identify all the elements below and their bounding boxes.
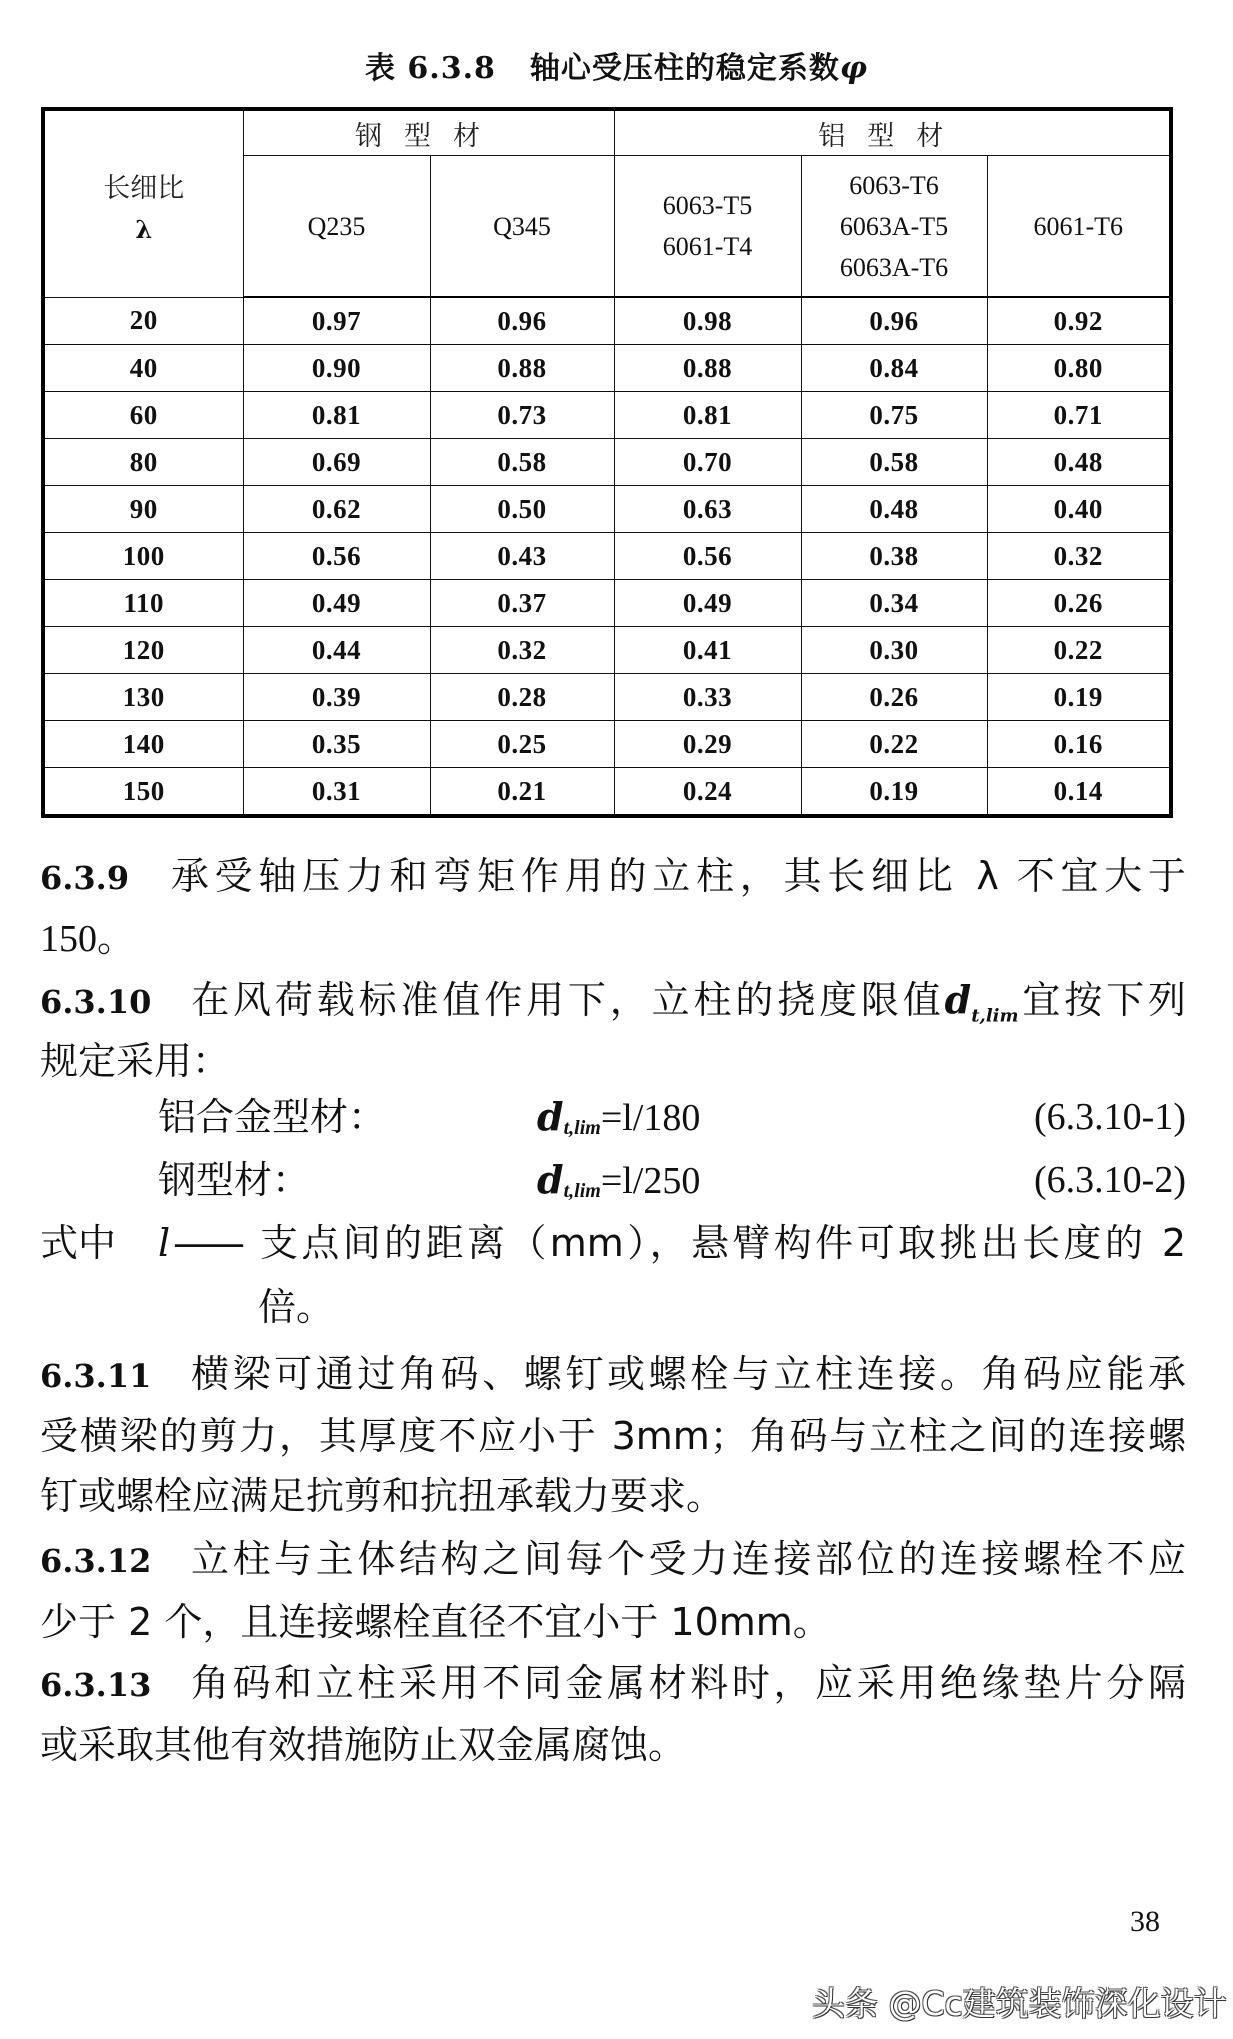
table-row [43,580,1171,627]
table-row [43,721,1171,768]
slenderness-value: 100 [43,533,243,580]
coefficient-value: 0.58 [801,439,987,486]
coefficient-value: 0.32 [987,533,1171,580]
coefficient-value: 0.92 [987,297,1171,345]
table-body [43,297,1171,816]
coefficient-value: 0.49 [614,580,801,627]
clause-number: 6.3.10 [40,983,152,1021]
table-row [43,768,1171,817]
coefficient-value: 0.19 [801,768,987,817]
formula-steel [40,1149,1186,1211]
watermark: 头条 @Cc建筑装饰深化设计 [812,1984,1227,2023]
length-symbol: l [158,1221,171,1265]
coefficient-value: 0.28 [430,674,614,721]
formula-label: 铝合金型材： [158,1095,387,1139]
table-title-text: 轴心受压柱的稳定系数 [529,51,840,86]
clause-text: 钉或螺栓应满足抗剪和抗扭承载力要求。 [40,1474,725,1518]
header-group-aluminum: 铝型材 [614,109,1171,156]
formula-number: (6.3.10-1) [1034,1096,1186,1138]
coefficient-value: 0.88 [430,345,614,392]
where-text: 支点间的距离（mm），悬臂构件可取挑出长度的 2 [260,1221,1186,1265]
clause-6-3-11-line-2 [40,1405,1186,1467]
slenderness-value: 20 [43,297,243,345]
slenderness-value: 80 [43,439,243,486]
clause-number: 6.3.11 [40,1357,152,1395]
clause-number: 6.3.9 [40,859,130,897]
stability-coefficient-table [41,107,1173,818]
coefficient-value: 0.62 [243,486,430,533]
clause-text: 规定采用： [40,1039,231,1083]
coefficient-value: 0.80 [987,345,1171,392]
clause-text: 或采取其他有效措施防止双金属腐蚀。 [40,1723,687,1767]
table-title [0,48,1233,90]
coefficient-value: 0.81 [614,392,801,439]
coefficient-value: 0.35 [243,721,430,768]
clause-6-3-9-line-1 [40,845,1186,907]
coefficient-value: 0.31 [243,768,430,817]
coefficient-value: 0.44 [243,627,430,674]
coefficient-value: 0.73 [430,392,614,439]
clause-text: 150。 [40,918,136,960]
clause-6-3-13-line-1 [40,1652,1186,1714]
clause-text: 少于 2 个，且连接螺栓直径不宜小于 10mm。 [40,1600,831,1644]
coefficient-value: 0.24 [614,768,801,817]
clause-6-3-11-line-3 [40,1465,1186,1527]
clause-number: 6.3.13 [40,1666,152,1704]
clause-text: 宜按下列 [1018,978,1186,1022]
table-row [43,627,1171,674]
slenderness-value: 110 [43,580,243,627]
slenderness-value: 120 [43,627,243,674]
coefficient-value: 0.30 [801,627,987,674]
formula-number: (6.3.10-2) [1034,1159,1186,1201]
header-group-steel: 钢型材 [243,109,614,156]
coefficient-value: 0.96 [801,297,987,345]
table-row [43,439,1171,486]
formula-expression: $d_{t,lim}=l/250$ [537,1157,701,1202]
formula-aluminum [40,1086,1186,1148]
clause-text: 受横梁的剪力，其厚度不应小于 3mm；角码与立柱之间的连接螺 [40,1414,1186,1458]
coefficient-value: 0.26 [987,580,1171,627]
where-text: 倍。 [258,1285,335,1329]
coefficient-value: 0.41 [614,627,801,674]
formula-label: 钢型材： [158,1158,311,1202]
deflection-symbol: d [944,977,972,1022]
coefficient-value: 0.32 [430,627,614,674]
coefficient-value: 0.88 [614,345,801,392]
formula-expression: $d_{t,lim}=l/180$ [537,1094,701,1139]
clause-6-3-12-line-2 [40,1591,1186,1653]
coefficient-value: 0.56 [243,533,430,580]
coefficient-value: 0.21 [430,768,614,817]
clause-text: 立柱与主体结构之间每个受力连接部位的连接螺栓不应 [187,1537,1186,1581]
coefficient-value: 0.40 [987,486,1171,533]
where-line-cont [40,1276,1186,1338]
slenderness-value: 130 [43,674,243,721]
lambda-symbol: λ [135,215,153,245]
where-line [40,1212,1186,1274]
header-col-6061-t6: 6061-T6 [987,156,1171,298]
coefficient-value: 0.29 [614,721,801,768]
coefficient-value: 0.39 [243,674,430,721]
deflection-subscript: t,lim [971,1005,1019,1027]
coefficient-value: 0.14 [987,768,1171,817]
where-label: 式中 [40,1221,117,1265]
header-col-q235: Q235 [243,156,430,298]
coefficient-value: 0.34 [801,580,987,627]
table-number: 表 6.3.8 [364,51,496,86]
page-number: 38 [1130,1905,1160,1938]
coefficient-value: 0.97 [243,297,430,345]
coefficient-value: 0.48 [987,439,1171,486]
coefficient-value: 0.26 [801,674,987,721]
slenderness-label: 长细比 [103,173,185,205]
header-col-6063-t5: 6063-T5 6061-T4 [614,156,801,298]
coefficient-value: 0.69 [243,439,430,486]
coefficient-value: 0.37 [430,580,614,627]
slenderness-value: 90 [43,486,243,533]
coefficient-value: 0.56 [614,533,801,580]
clause-6-3-10-line-1 [40,969,1186,1031]
coefficient-value: 0.16 [987,721,1171,768]
clause-text: 承受轴压力和弯矩作用的立柱，其长细比 λ 不宜大于 [165,854,1186,898]
table-row [43,345,1171,392]
coefficient-value: 0.22 [801,721,987,768]
coefficient-value: 0.75 [801,392,987,439]
coefficient-value: 0.22 [987,627,1171,674]
coefficient-value: 0.58 [430,439,614,486]
slenderness-value: 140 [43,721,243,768]
clause-6-3-10-line-2 [40,1030,1186,1092]
slenderness-value: 150 [43,768,243,817]
coefficient-value: 0.70 [614,439,801,486]
coefficient-value: 0.98 [614,297,801,345]
coefficient-value: 0.25 [430,721,614,768]
phi-symbol: φ [839,51,869,86]
table-row [43,392,1171,439]
coefficient-value: 0.90 [243,345,430,392]
header-col-q345: Q345 [430,156,614,298]
coefficient-value: 0.48 [801,486,987,533]
coefficient-value: 0.50 [430,486,614,533]
coefficient-value: 0.84 [801,345,987,392]
coefficient-value: 0.49 [243,580,430,627]
coefficient-value: 0.19 [987,674,1171,721]
coefficient-value: 0.38 [801,533,987,580]
clause-6-3-9-line-2 [40,907,1186,969]
table-row [43,486,1171,533]
header-slenderness [43,109,243,297]
slenderness-value: 60 [43,392,243,439]
table-row [43,297,1171,345]
clause-text: 在风荷载标准值作用下，立柱的挠度限值 [187,978,945,1022]
clause-text: 角码和立柱采用不同金属材料时，应采用绝缘垫片分隔 [187,1661,1186,1705]
coefficient-value: 0.43 [430,533,614,580]
coefficient-value: 0.96 [430,297,614,345]
header-col-6063-t6: 6063-T6 6063A-T5 6063A-T6 [801,156,987,298]
coefficient-value: 0.63 [614,486,801,533]
clause-6-3-12-line-1 [40,1528,1186,1590]
coefficient-value: 0.33 [614,674,801,721]
coefficient-value: 0.71 [987,392,1171,439]
coefficient-value: 0.81 [243,392,430,439]
clause-text: 横梁可通过角码、螺钉或螺栓与立柱连接。角码应能承 [187,1352,1186,1396]
clause-6-3-11-line-1 [40,1343,1186,1405]
clause-6-3-13-line-2 [40,1714,1186,1776]
clause-number: 6.3.12 [40,1542,152,1580]
em-dash: —— [173,1221,241,1265]
table-row [43,533,1171,580]
slenderness-value: 40 [43,345,243,392]
table-row [43,674,1171,721]
